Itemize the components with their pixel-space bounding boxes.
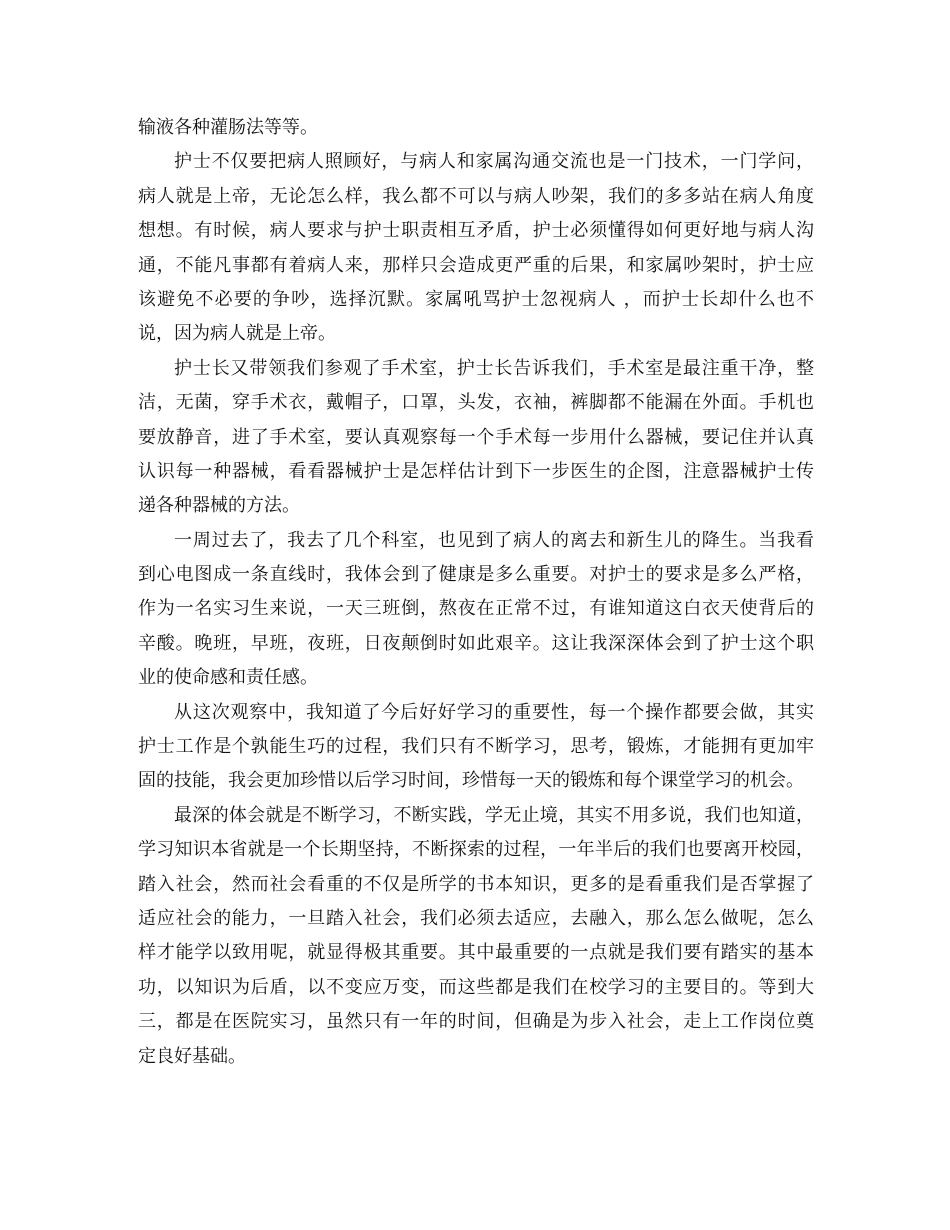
text-line: 从这次观察中，我知道了今后好好学习的重要性，每一个操作都要会做，其实 [174,701,814,723]
text-line: 想想。有时候，病人要求与护士职责相互矛盾，护士必须懂得如何更好地与病人沟 [138,220,814,242]
text-line: 通，不能凡事都有着病人来，那样只会造成更严重的后果，和家属吵架时，护士应 [138,254,814,276]
text-line: 业的使命感和责任感。 [138,667,318,689]
paragraph [138,799,814,1074]
paragraph [138,145,814,351]
text-line: 功，以知识为后盾，以不变应万变，而这些都是我们在校学习的主要目的。等到大 [138,976,814,998]
text-line: 护士长又带领我们参观了手术室，护士长告诉我们，手术室是最注重干净，整 [174,357,814,379]
text-line: 固的技能，我会更加珍惜以后学习时间，珍惜每一天的锻炼和每个课堂学习的机会。 [138,770,804,792]
paragraph [138,696,814,799]
text-line: 适应社会的能力，一旦踏入社会，我们必须去适应，去融入，那么怎么做呢，怎么 [138,907,814,929]
text-line: 样才能学以致用呢，就显得极其重要。其中最重要的一点就是我们要有踏实的基本 [138,942,814,964]
paragraph [138,352,814,524]
text-line: 说，因为病人就是上帝。 [138,323,336,345]
text-line: 递各种器械的方法。 [138,495,300,517]
paragraph [138,111,814,145]
text-line: 踏入社会，然而社会看重的不仅是所学的书本知识，更多的是看重我们是否掌握了 [138,873,814,895]
document-body [138,111,814,1074]
text-line: 作为一名实习生来说，一天三班倒，熬夜在正常不过，有谁知道这白衣天使背后的 [138,598,814,620]
text-line: 认识每一种器械，看看器械护士是怎样估计到下一步医生的企图，注意器械护士传 [138,460,814,482]
text-line: 到心电图成一条直线时，我体会到了健康是多么重要。对护士的要求是多么严格， [138,564,814,586]
text-line: 辛酸。晚班，早班，夜班，日夜颠倒时如此艰辛。这让我深深体会到了护士这个职 [138,632,814,654]
text-line: 输液各种灌肠法等等。 [138,117,318,138]
text-line: 该避免不必要的争吵，选择沉默。家属吼骂护士忽视病人 ，而护士长却什么也不 [138,288,814,310]
text-line: 要放静音，进了手术室，要认真观察每一个手术每一步用什么器械，要记住并认真 [138,426,814,448]
text-line: 护士工作是个孰能生巧的过程，我们只有不断学习，思考，锻炼，才能拥有更加牢 [138,736,814,758]
text-line: 三，都是在医院实习，虽然只有一年的时间，但确是为步入社会，走上工作岗位奠 [138,1011,814,1033]
text-line: 最深的体会就是不断学习，不断实践，学无止境，其实不用多说，我们也知道， [174,804,814,826]
text-line: 洁，无菌，穿手术衣，戴帽子，口罩，头发，衣袖，裤脚都不能漏在外面。手机也 [138,392,814,414]
text-line: 病人就是上帝，无论怎么样，我么都不可以与病人吵架，我们的多多站在病人角度 [138,185,814,207]
text-line: 定良好基础。 [138,1045,246,1067]
text-line: 护士不仅要把病人照顾好，与病人和家属沟通交流也是一门技术，一门学问， [174,151,814,173]
text-line: 一周过去了，我去了几个科室，也见到了病人的离去和新生儿的降生。当我看 [174,529,814,551]
text-line: 学习知识本省就是一个长期坚持，不断探索的过程，一年半后的我们也要离开校园， [138,839,814,861]
paragraph [138,524,814,696]
